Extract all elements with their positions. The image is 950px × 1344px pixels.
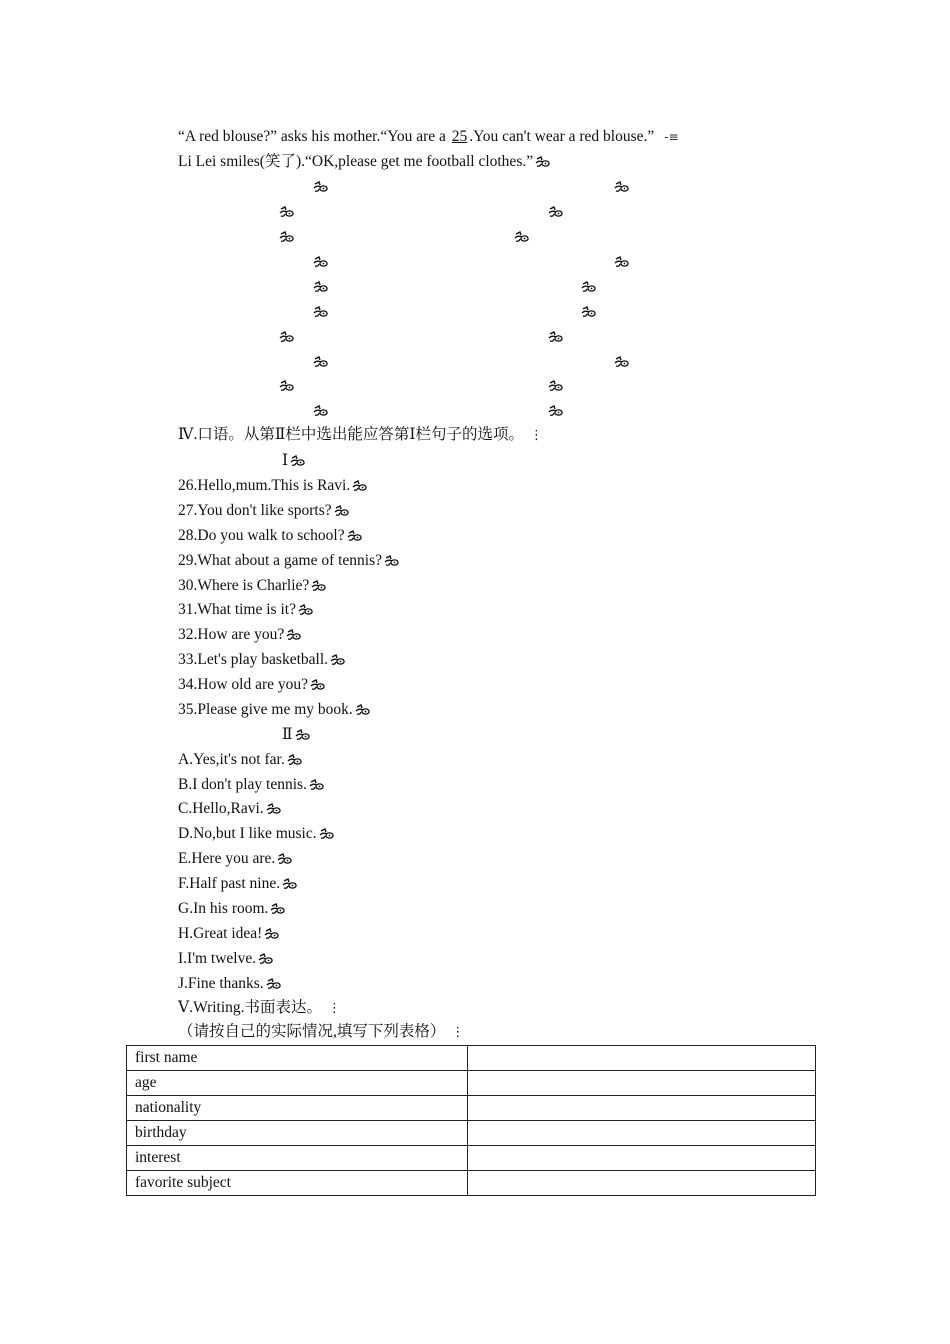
paragraph-mark-icon — [264, 928, 280, 940]
vertical-ellipsis-icon: ⋮ — [530, 428, 544, 443]
section-4-heading — [178, 425, 543, 446]
option-text: A.Yes,it's not far. — [178, 751, 285, 768]
answer-cell[interactable] — [468, 1096, 816, 1121]
row-label: interest — [127, 1146, 468, 1171]
paragraph-mark-icon — [352, 480, 368, 492]
column-label-text: Ⅱ — [282, 726, 293, 743]
paragraph-mark-icon — [266, 978, 282, 990]
row-label: favorite subject — [127, 1171, 468, 1196]
paragraph-mark-icon — [279, 331, 295, 343]
column-1-label — [282, 451, 306, 471]
list-item — [178, 650, 346, 670]
passage-line-2 — [178, 152, 551, 172]
paragraph-mark-icon — [286, 629, 302, 641]
paragraph-mark-icon — [614, 181, 630, 193]
paragraph-mark-icon — [282, 878, 298, 890]
paragraph-mark-icon — [581, 281, 597, 293]
list-item — [178, 700, 371, 720]
list-item — [178, 551, 400, 571]
answer-cell[interactable] — [468, 1046, 816, 1071]
option-text: D.No,but I like music. — [178, 825, 317, 842]
row-label: age — [127, 1071, 468, 1096]
answer-cell[interactable] — [468, 1071, 816, 1096]
paragraph-mark-icon — [279, 206, 295, 218]
list-item — [178, 501, 350, 521]
option-text: G.In his room. — [178, 900, 269, 917]
list-item — [178, 625, 302, 645]
paragraph-mark-icon — [334, 505, 350, 517]
paragraph-mark-icon — [319, 828, 335, 840]
row-label: birthday — [127, 1121, 468, 1146]
option-text: F.Half past nine. — [178, 875, 281, 892]
option-text: B.I don't play tennis. — [178, 776, 307, 793]
personal-info-table — [126, 1045, 816, 1196]
passage-line-1 — [178, 127, 679, 147]
paragraph-mark-icon — [313, 405, 329, 417]
paragraph-mark-icon — [295, 729, 311, 741]
column-label-text: Ⅰ — [282, 452, 289, 469]
list-item — [178, 600, 314, 620]
paragraph-mark-icon — [311, 580, 327, 592]
vertical-ellipsis-icon: ⋮ — [328, 1001, 342, 1016]
list-item — [178, 476, 368, 496]
paragraph-mark-icon — [548, 206, 564, 218]
paragraph-mark-icon — [309, 779, 325, 791]
table-row — [127, 1096, 816, 1121]
paragraph-mark-icon — [290, 455, 306, 467]
passage-text-a: “A red blouse?” asks his mother.“You are a — [178, 128, 450, 145]
paragraph-mark-icon — [279, 231, 295, 243]
paragraph-mark-icon — [514, 231, 530, 243]
paragraph-mark-icon — [548, 380, 564, 392]
table-row — [127, 1071, 816, 1096]
paragraph-mark-icon — [310, 679, 326, 691]
question-text: 30.Where is Charlie? — [178, 577, 310, 594]
table-row — [127, 1146, 816, 1171]
paragraph-mark-icon — [313, 356, 329, 368]
answer-blank-25: 25 — [451, 128, 468, 145]
question-text: 27.You don't like sports? — [178, 502, 332, 519]
passage-text: Li Lei smiles(笑了).“OK,please get me football clothes.” — [178, 153, 534, 170]
question-text: 32.How are you? — [178, 626, 285, 643]
list-item — [178, 775, 325, 795]
paragraph-mark-icon — [313, 256, 329, 268]
paragraph-mark-icon — [347, 530, 363, 542]
paragraph-mark-icon — [279, 380, 295, 392]
passage-text-b: .You can't wear a red blouse.” — [469, 128, 655, 145]
paragraph-mark-icon — [535, 156, 551, 168]
list-item — [178, 799, 282, 819]
paragraph-mark-icon — [313, 181, 329, 193]
paragraph-mark-icon — [313, 306, 329, 318]
paragraph-mark-icon — [548, 405, 564, 417]
question-text: 29.What about a game of tennis? — [178, 552, 383, 569]
list-item — [178, 874, 298, 894]
list-item — [178, 750, 303, 770]
answer-cell[interactable] — [468, 1121, 816, 1146]
list-item — [178, 899, 286, 919]
column-2-label — [282, 725, 311, 745]
list-item — [178, 675, 326, 695]
paragraph-mark-icon — [277, 853, 293, 865]
question-text: 31.What time is it? — [178, 601, 296, 618]
paragraph-mark-icon — [313, 281, 329, 293]
option-text: I.I'm twelve. — [178, 950, 257, 967]
question-text: 35.Please give me my book. — [178, 701, 353, 718]
table-row — [127, 1171, 816, 1196]
answer-cell[interactable] — [468, 1171, 816, 1196]
paragraph-mark-icon — [330, 654, 346, 666]
line-end-mark: -≡ — [664, 130, 679, 144]
list-item — [178, 974, 282, 994]
section-heading-text: Ⅴ.Writing.书面表达。 — [178, 999, 323, 1016]
option-text: C.Hello,Ravi. — [178, 800, 264, 817]
vertical-ellipsis-icon: ⋮ — [451, 1025, 465, 1040]
paragraph-mark-icon — [258, 953, 274, 965]
section-5-instruction — [178, 1022, 464, 1043]
answer-cell[interactable] — [468, 1146, 816, 1171]
list-item — [178, 526, 363, 546]
paragraph-mark-icon — [548, 331, 564, 343]
question-text: 34.How old are you? — [178, 676, 308, 693]
paragraph-mark-icon — [384, 555, 400, 567]
paragraph-mark-icon — [270, 903, 286, 915]
list-item — [178, 924, 280, 944]
paragraph-mark-icon — [287, 754, 303, 766]
question-text: 33.Let's play basketball. — [178, 651, 329, 668]
paragraph-mark-icon — [355, 704, 371, 716]
list-item — [178, 849, 293, 869]
paragraph-mark-icon — [614, 356, 630, 368]
question-text: 28.Do you walk to school? — [178, 527, 345, 544]
paragraph-mark-icon — [581, 306, 597, 318]
table-row — [127, 1121, 816, 1146]
list-item — [178, 824, 335, 844]
section-5-heading — [178, 998, 341, 1019]
paragraph-mark-icon — [614, 256, 630, 268]
list-item — [178, 576, 327, 596]
option-text: E.Here you are. — [178, 850, 276, 867]
row-label: first name — [127, 1046, 468, 1071]
list-item — [178, 949, 274, 969]
section-heading-text: Ⅳ.口语。从第Ⅱ栏中选出能应答第Ⅰ栏句子的选项。 — [178, 426, 525, 443]
paragraph-mark-icon — [266, 803, 282, 815]
instruction-text: （请按自己的实际情况,填写下列表格） — [178, 1023, 446, 1040]
question-text: 26.Hello,mum.This is Ravi. — [178, 477, 351, 494]
table-row — [127, 1046, 816, 1071]
paragraph-mark-icon — [298, 604, 314, 616]
row-label: nationality — [127, 1096, 468, 1121]
option-text: H.Great idea! — [178, 925, 263, 942]
option-text: J.Fine thanks. — [178, 975, 264, 992]
